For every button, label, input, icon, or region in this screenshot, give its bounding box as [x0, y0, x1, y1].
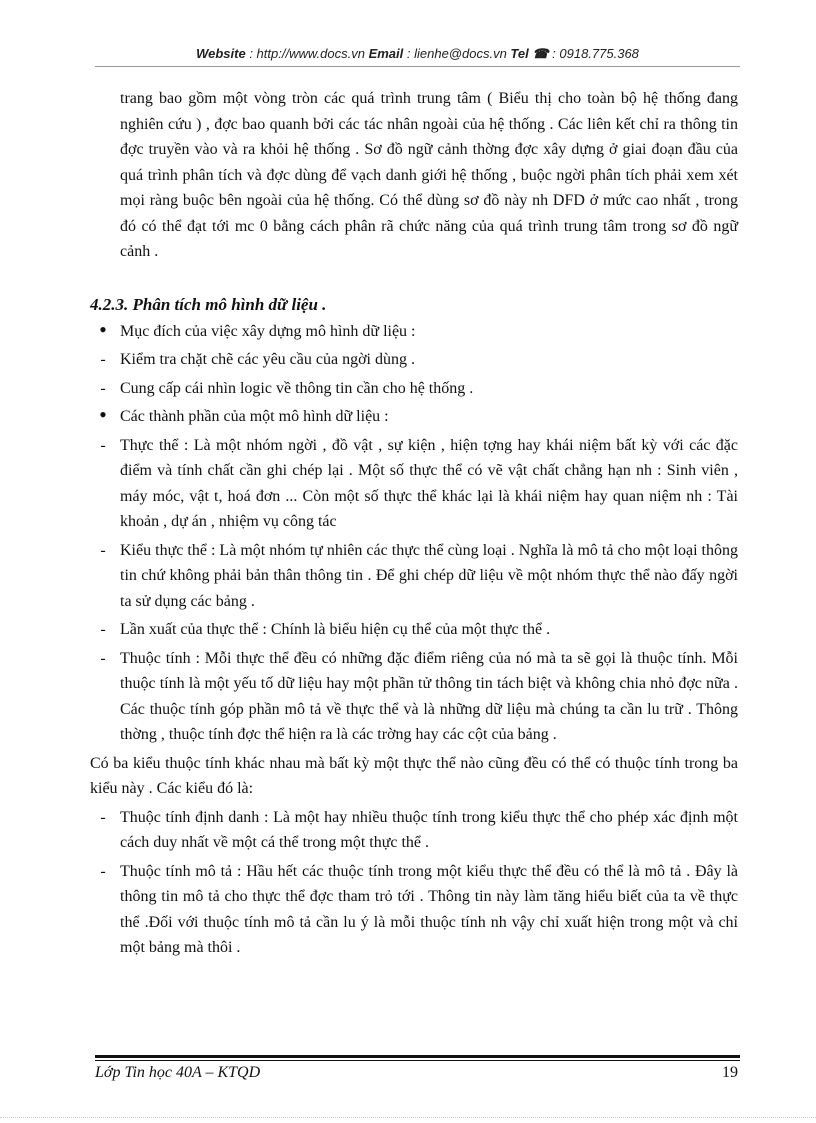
list-item — [100, 433, 738, 535]
list-item-text: Thuộc tính mô tả : Hầu hết các thuộc tính trong một kiểu thực thể đều có thể là mô tả . Đây là thông tin mô tả cho thực thể đợc tham trỏ tới . Thông tin này làm tăng hiểu biết của ta về thực thể .Đối với thuộc tính mô tả cần lu ý là mỗi thuộc tính nh vậy chỉ xuất hiện trong một và chỉ một bảng mà thôi . — [120, 862, 738, 956]
footer-divider-thick — [95, 1055, 740, 1058]
list-item — [99, 316, 738, 345]
bullet-marker: • — [99, 316, 107, 342]
list-item-text: Các thành phần của một mô hình dữ liệu : — [120, 408, 389, 425]
list-components — [99, 316, 738, 748]
list-item — [100, 538, 738, 615]
dash-marker: - — [100, 351, 106, 368]
list-item-text: Thuộc tính định danh : Là một hay nhiều thuộc tính trong kiểu thực thể cho phép xác định một cách duy nhất về một cá thể trong một thực thể . — [120, 808, 738, 851]
header-divider — [95, 66, 740, 67]
list-item-text: Kiểu thực thể : Là một nhóm tự nhiên các thực thể cùng loại . Nghĩa là mô tả cho một loại thông tin chứ không phải bản thân thông tin . Để ghi chép dữ liệu về một nhóm thực thể nào đấy ngời ta sử dụng các bảng . — [120, 541, 738, 610]
list-item — [100, 347, 738, 373]
dash-marker: - — [100, 621, 106, 638]
intro-paragraph: trang bao gồm một vòng tròn các quá trình trung tâm ( Biểu thị cho toàn bộ hệ thống đang nghiên cứu ) , đợc bao quanh bởi các tác nhân ngoài của hệ thống . Các liên kết chỉ ra thông tin đợc truyền vào và ra khỏi hệ thống . Sơ đồ ngữ cảnh thờng đợc xây dựng ở giai đoạn đầu của quá trình phân tích và đợc dùng để vạch danh giới hệ thống , buộc ngời phân tích phải xem xét mọi ràng buộc bên ngoài của hệ thống. Có thể dùng sơ đồ này nh DFD ở mức cao nhất , trong đó có thể đạt tới mc 0 bằng cách phân rã chức năng của quá trình trung tâm trong sơ đồ ngữ cảnh . — [120, 90, 738, 260]
dash-marker: - — [100, 379, 106, 397]
list-item-text: Lần xuất của thực thể : Chính là biểu hiện cụ thể của một thực thể . — [120, 621, 551, 638]
email-label: Email — [368, 46, 404, 61]
tel-label: Tel ☎ — [510, 46, 549, 61]
dash-marker: - — [100, 649, 106, 667]
page-edge — [0, 1117, 816, 1118]
dash-marker: - — [100, 541, 106, 559]
list-item-text: Thuộc tính : Mỗi thực thể đều có những đặc điểm riêng của nó mà ta sẽ gọi là thuộc tính. Mỗi thuộc tính là một yếu tố dữ liệu hay một phần tử thông tin tách biệt và không chia nhỏ đợc nữa . Các thuộc tính góp phần mô tả về thực thể và là những dữ liệu mà chúng ta cần lu trữ . Thông thờng , thuộc tính đợc thể hiện ra là các trờng hay các cột của bảng . — [120, 649, 738, 743]
list-item — [100, 859, 738, 961]
list-item — [100, 646, 738, 748]
dash-marker: - — [100, 436, 106, 454]
bullet-marker: • — [99, 402, 107, 427]
footer-class-label: Lớp Tin học 40A – KTQD — [95, 1064, 261, 1081]
footer-divider-thin — [95, 1060, 740, 1061]
list-item — [100, 805, 738, 856]
dash-marker: - — [100, 808, 106, 826]
section-title: 4.2.3. Phân tích mô hình dữ liệu . — [90, 294, 327, 314]
tel-value: : 0918.775.368 — [552, 46, 639, 61]
dash-marker: - — [100, 862, 106, 880]
list-item-text: Mục đích của việc xây dựng mô hình dữ liệu : — [120, 322, 416, 340]
page-header — [95, 46, 740, 62]
list-item — [100, 617, 738, 643]
list-item-text: Thực thể : Là một nhóm ngời , đồ vật , sự kiện , hiện tợng hay khái niệm bất kỳ với các đặc điểm và tính chất cần ghi chép lại . Một số thực thể có vẽ vật chất chẳng hạn nh : Sinh viên , máy móc, vật t, hoá đơn ... Còn một số thực thể khác lại là khái niệm hay quan niệm nh : Tài khoản , dự án , nhiệm vụ công tác — [120, 436, 738, 530]
website-label: Website — [196, 46, 246, 61]
page-number: 19 — [722, 1064, 738, 1081]
list-item — [99, 402, 738, 430]
list-item-text: Kiểm tra chặt chẽ các yêu cầu của ngời dùng . — [120, 351, 415, 368]
attribute-types-paragraph: Có ba kiểu thuộc tính khác nhau mà bất kỳ một thực thể nào cũng đều có thể có thuộc tính trong ba kiểu này . Các kiểu đó là: — [90, 754, 738, 797]
email-value: : lienhe@docs.vn — [406, 46, 507, 61]
list-attribute-types — [100, 805, 738, 961]
list-item-text: Cung cấp cái nhìn logic về thông tin cần cho hệ thống . — [120, 379, 474, 397]
website-value: : http://www.docs.vn — [249, 46, 365, 61]
page-content — [90, 86, 738, 964]
list-item — [100, 376, 738, 402]
